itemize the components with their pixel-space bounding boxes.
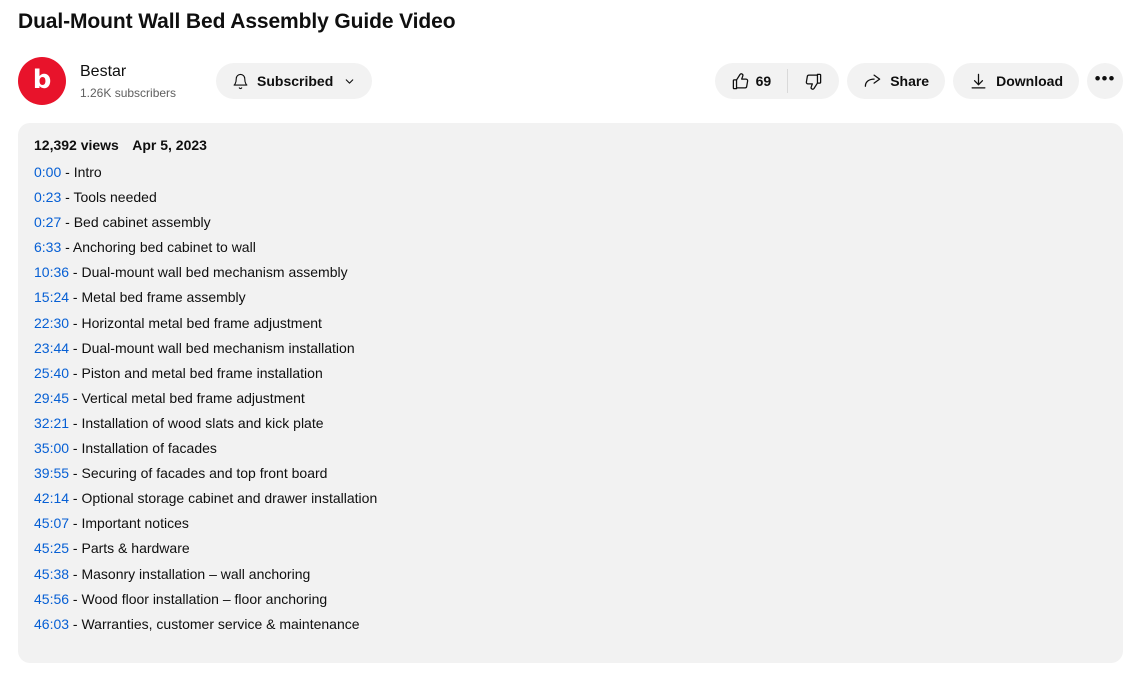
chapter-timestamp[interactable]: 23:44 xyxy=(34,339,70,356)
chapter-label: - Warranties, customer service & maintenance xyxy=(69,615,360,632)
chapter-label: - Installation of facades xyxy=(69,440,217,457)
chapter-label: - Masonry installation – wall anchoring xyxy=(69,565,311,582)
chapter-label: - Metal bed frame assembly xyxy=(69,289,246,306)
chapter-item[interactable] xyxy=(34,361,1111,386)
download-icon xyxy=(969,72,988,91)
chapter-timestamp[interactable]: 45:07 xyxy=(34,515,70,532)
more-horizontal-icon: ••• xyxy=(1094,69,1116,88)
chapter-timestamp[interactable]: 0:23 xyxy=(34,189,62,206)
description-box[interactable] xyxy=(18,123,1123,663)
subscribed-button[interactable] xyxy=(216,63,372,99)
chapter-timestamp[interactable]: 35:00 xyxy=(34,440,70,457)
chapter-item[interactable] xyxy=(34,311,1111,336)
chapter-item[interactable] xyxy=(34,436,1111,461)
download-label: Download xyxy=(996,73,1063,89)
chapter-label: - Anchoring bed cabinet to wall xyxy=(61,239,256,256)
subscribed-label: Subscribed xyxy=(257,73,334,89)
chapter-item[interactable] xyxy=(34,511,1111,536)
share-arrow-icon xyxy=(863,72,882,91)
chapter-label: - Dual-mount wall bed mechanism installation xyxy=(69,339,355,356)
chapter-item[interactable] xyxy=(34,210,1111,235)
chapter-item[interactable] xyxy=(34,536,1111,561)
thumbs-down-icon xyxy=(804,72,823,91)
chapter-timestamp[interactable]: 45:38 xyxy=(34,565,70,582)
like-count: 69 xyxy=(755,73,772,89)
chapter-timestamp[interactable]: 42:14 xyxy=(34,490,70,507)
channel-name[interactable]: Bestar xyxy=(80,62,127,80)
like-dislike-group xyxy=(715,63,840,99)
video-meta xyxy=(34,135,1111,155)
dislike-button[interactable] xyxy=(788,63,839,99)
chapter-label: - Dual-mount wall bed mechanism assembly xyxy=(69,264,348,281)
chapter-timestamp[interactable]: 39:55 xyxy=(34,465,70,482)
avatar-glyph: b xyxy=(32,65,52,95)
chapter-item[interactable] xyxy=(34,260,1111,285)
chapter-item[interactable] xyxy=(34,235,1111,260)
chapter-timestamp[interactable]: 45:25 xyxy=(34,540,70,557)
chapter-timestamp[interactable]: 0:00 xyxy=(34,164,62,180)
chapter-item[interactable] xyxy=(34,562,1111,587)
chapter-timestamp[interactable]: 25:40 xyxy=(34,364,70,381)
chapter-label: - Wood floor installation – floor anchoring xyxy=(69,590,328,607)
chapter-item[interactable] xyxy=(34,336,1111,361)
chapter-label: - Securing of facades and top front board xyxy=(69,465,328,482)
chapter-item[interactable] xyxy=(34,185,1111,210)
chapter-label: - Optional storage cabinet and drawer installation xyxy=(69,490,378,507)
channel-info xyxy=(80,61,200,102)
chapter-timestamp[interactable]: 6:33 xyxy=(34,239,62,256)
more-actions-button[interactable] xyxy=(1087,63,1123,99)
chapter-timestamp[interactable]: 10:36 xyxy=(34,264,70,281)
page-title: Dual-Mount Wall Bed Assembly Guide Video xyxy=(18,10,456,33)
chapter-label: - Piston and metal bed frame installation xyxy=(69,364,323,381)
share-button[interactable] xyxy=(847,63,945,99)
chapter-timestamp[interactable]: 22:30 xyxy=(34,314,70,331)
chapter-timestamp[interactable]: 15:24 xyxy=(34,289,70,306)
action-buttons xyxy=(715,63,1123,99)
chapter-item[interactable] xyxy=(34,160,1111,185)
chapter-timestamp[interactable]: 46:03 xyxy=(34,615,70,632)
chapter-label: - Parts & hardware xyxy=(69,540,190,557)
like-button[interactable] xyxy=(715,63,788,99)
chapter-label: - Bed cabinet assembly xyxy=(61,214,211,231)
owner-row xyxy=(18,53,1123,109)
chapter-list xyxy=(34,160,1111,637)
publish-date: Apr 5, 2023 xyxy=(132,137,207,153)
avatar[interactable] xyxy=(18,57,66,105)
thumbs-up-icon xyxy=(731,72,750,91)
chapter-label: - Intro xyxy=(61,164,102,180)
chapter-label: - Horizontal metal bed frame adjustment xyxy=(69,314,322,331)
chapter-item[interactable] xyxy=(34,486,1111,511)
view-count: 12,392 views xyxy=(34,137,119,153)
bell-icon xyxy=(232,73,249,90)
chapter-timestamp[interactable]: 32:21 xyxy=(34,414,70,431)
subscriber-count: 1.26K subscribers xyxy=(80,85,177,100)
chapter-timestamp[interactable]: 45:56 xyxy=(34,590,70,607)
chapter-label: - Important notices xyxy=(69,515,189,532)
download-button[interactable] xyxy=(953,63,1079,99)
chapter-item[interactable] xyxy=(34,411,1111,436)
chevron-down-icon xyxy=(343,75,356,88)
chapter-timestamp[interactable]: 0:27 xyxy=(34,214,62,231)
chapter-item[interactable] xyxy=(34,461,1111,486)
chapter-label: - Vertical metal bed frame adjustment xyxy=(69,389,305,406)
video-page xyxy=(0,8,1141,676)
chapter-item[interactable] xyxy=(34,612,1111,637)
chapter-item[interactable] xyxy=(34,386,1111,411)
chapter-item[interactable] xyxy=(34,285,1111,310)
chapter-label: - Tools needed xyxy=(61,189,157,206)
chapter-item[interactable] xyxy=(34,587,1111,612)
share-label: Share xyxy=(890,73,930,89)
chapter-timestamp[interactable]: 29:45 xyxy=(34,389,70,406)
chapter-label: - Installation of wood slats and kick plate xyxy=(69,414,324,431)
